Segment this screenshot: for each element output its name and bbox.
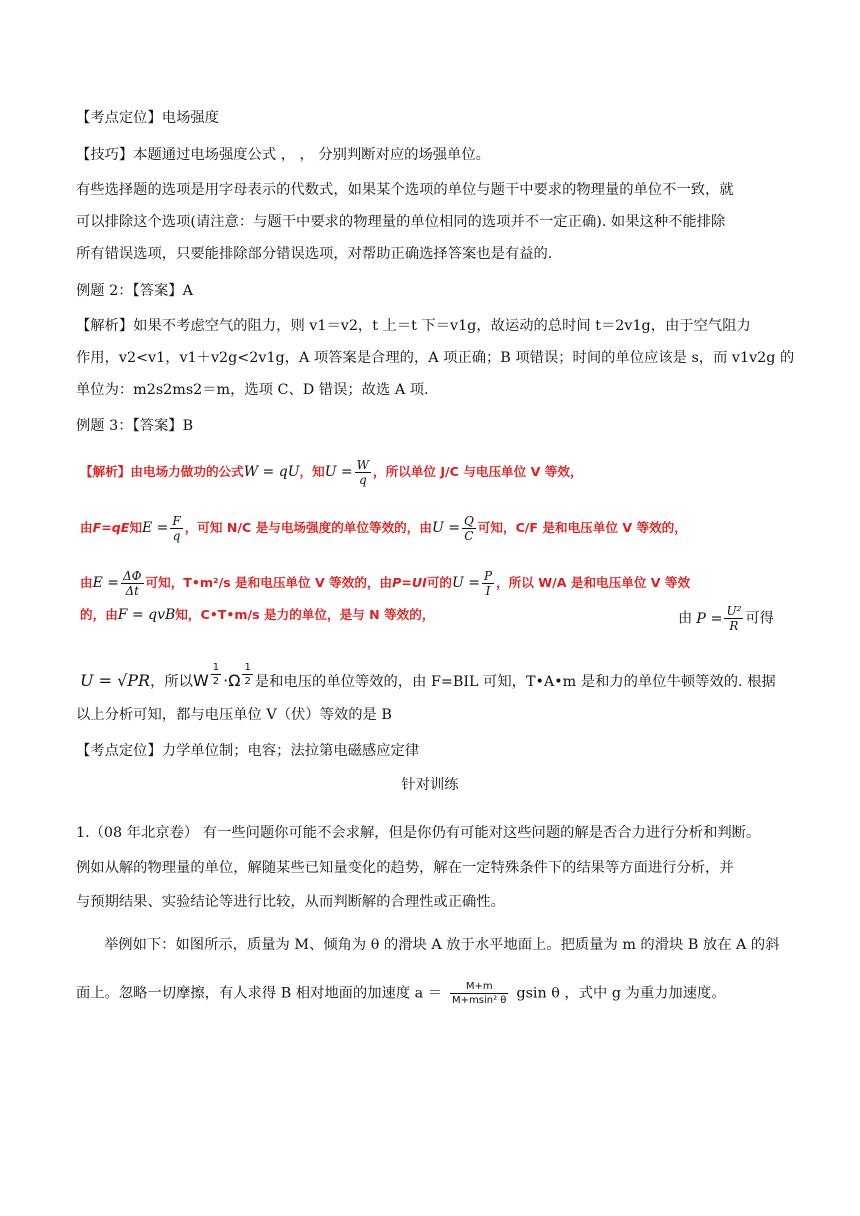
red-analysis-line-2 bbox=[80, 514, 687, 543]
example2-answer: 例题 2：【答案】A bbox=[76, 283, 193, 299]
analysis-line: 【解析】如果不考虑空气的阻力，则 v1＝v2，t 上＝t 下＝v1g，故运动的总时间 t＝2v1g，由于空气阻力 bbox=[76, 318, 751, 334]
formula: E = bbox=[141, 520, 169, 536]
text: 面上。忽略一切摩擦，有人求得 B 相对地面的加速度 a ＝ bbox=[76, 985, 443, 1002]
red-text: 的，由 bbox=[80, 607, 118, 622]
red-text: 由 bbox=[80, 575, 93, 590]
fraction: $\frac{\Delta\Phi}{\Delta t}$ bbox=[123, 569, 142, 598]
text: ，所以 bbox=[150, 674, 193, 690]
exponent-fraction: $\frac{1}{2}$ bbox=[212, 662, 220, 687]
formula: P=UI bbox=[392, 575, 427, 590]
red-text: 可知，T•m²/s 是和电压单位 V 等效的，由 bbox=[145, 575, 393, 590]
red-text: 由 bbox=[80, 520, 93, 535]
formula: W bbox=[192, 671, 209, 690]
question-line: 与预期结果、实验结论等进行比较，从而判断解的合理性或正确性。 bbox=[76, 894, 505, 910]
fraction: $\frac{W}{q}$ bbox=[356, 458, 370, 487]
formula: F = qvB bbox=[117, 607, 176, 623]
red-analysis-line-3 bbox=[80, 569, 690, 598]
formula: U = bbox=[452, 575, 480, 591]
formula: U = bbox=[324, 464, 353, 480]
question-line: 1.（08 年北京卷） 有一些问题你可能不会求解，但是你仍有可能对这些问题的解是否合力进行分析和判断。 bbox=[76, 825, 761, 841]
text: gsin θ ，式中 g 为重力加速度。 bbox=[516, 985, 726, 1002]
question-line: 例如从解的物理量的单位，解随某些已知量变化的趋势，解在一定特殊条件下的结果等方面进行分析，并 bbox=[76, 860, 734, 876]
text: 可得 bbox=[745, 610, 774, 627]
formula: F=qE bbox=[92, 520, 130, 535]
technique-line: 【技巧】本题通过电场强度公式 ， ， 分别判断对应的场强单位。 bbox=[76, 147, 490, 163]
text: 由 bbox=[678, 610, 693, 627]
formula: U = √PR bbox=[80, 671, 151, 690]
topic-location-1: 【考点定位】电场强度 bbox=[76, 110, 219, 126]
formula: P = bbox=[696, 610, 723, 627]
red-text: ，所以单位 J/C 与电压单位 V 等效， bbox=[373, 464, 583, 479]
exponent-fraction: $\frac{1}{2}$ bbox=[244, 662, 251, 687]
red-text: ，可知 N/C 是与电场强度的单位等效的，由 bbox=[184, 520, 432, 535]
fraction: $\frac{Q}{C}$ bbox=[463, 514, 474, 543]
text-line: 有些选择题的选项是用字母表示的代数式，如果某个选项的单位与题干中要求的物理量的单位不一致，就 bbox=[76, 182, 734, 198]
red-text: 可的 bbox=[426, 575, 452, 590]
red-analysis-line-1 bbox=[80, 458, 583, 487]
unit-analysis-line bbox=[80, 662, 776, 692]
text-line: 所有错误选项，只要能排除部分错误选项，对帮助正确选择答案也是有益的. bbox=[76, 246, 553, 262]
example3-answer: 例题 3：【答案】B bbox=[76, 418, 194, 434]
red-text: ，知 bbox=[299, 464, 325, 479]
text: 是和电压的单位等效的，由 F=BIL 可知，T•A•m 是和力的单位牛顿等效的. 根据 bbox=[254, 674, 776, 690]
red-text: ，所以 W/A 是和电压单位 V 等效 bbox=[496, 575, 691, 590]
red-text: 知 bbox=[129, 520, 142, 535]
red-analysis-line-4 bbox=[80, 605, 434, 625]
formula: U = bbox=[431, 520, 460, 536]
acceleration-fraction: $\frac{M+m}{\text{M+msin² θ}}$ bbox=[452, 981, 507, 1006]
analysis-line: 单位为：m2s2ms2＝m，选项 C、D 错误；故选 A 项. bbox=[76, 382, 429, 398]
formula: E = bbox=[92, 575, 119, 591]
formula: W = qU bbox=[243, 464, 300, 480]
section-heading: 针对训练 bbox=[401, 777, 459, 793]
formula: ·Ω bbox=[223, 671, 241, 690]
question-line-formula bbox=[76, 980, 726, 1007]
fraction: $\frac{\text{U²}}{R}$ bbox=[726, 604, 742, 633]
red-text: 可知，C/F 是和电压单位 V 等效的， bbox=[477, 520, 687, 535]
question-line: 举例如下：如图所示，质量为 M、倾角为 θ 的滑块 A 放于水平地面上。把质量为 m 的滑块 B 放在 A 的斜 bbox=[104, 937, 780, 953]
red-text: 【解析】由电场力做功的公式 bbox=[80, 464, 244, 479]
text-line: 可以排除这个选项(请注意：与题干中要求的物理量的单位相同的选项并不一定正确). 如果这种不能排除 bbox=[76, 214, 726, 230]
right-formula bbox=[678, 604, 774, 633]
analysis-line: 作用，v2<v1，v1＋v2g<2v1g，A 项答案是合理的，A 项正确；B 项错误；时间的单位应该是 s，而 v1v2g 的 bbox=[76, 350, 795, 366]
red-text: 知，C•T•m/s 是力的单位，是与 N 等效的， bbox=[175, 607, 435, 622]
conclusion-line: 以上分析可知，都与电压单位 V（伏）等效的是 B bbox=[76, 707, 392, 723]
fraction: $\frac{F}{q}$ bbox=[172, 514, 181, 543]
topic-location-2: 【考点定位】力学单位制；电容；法拉第电磁感应定律 bbox=[76, 743, 420, 759]
fraction: $\frac{P}{I}$ bbox=[483, 569, 493, 598]
